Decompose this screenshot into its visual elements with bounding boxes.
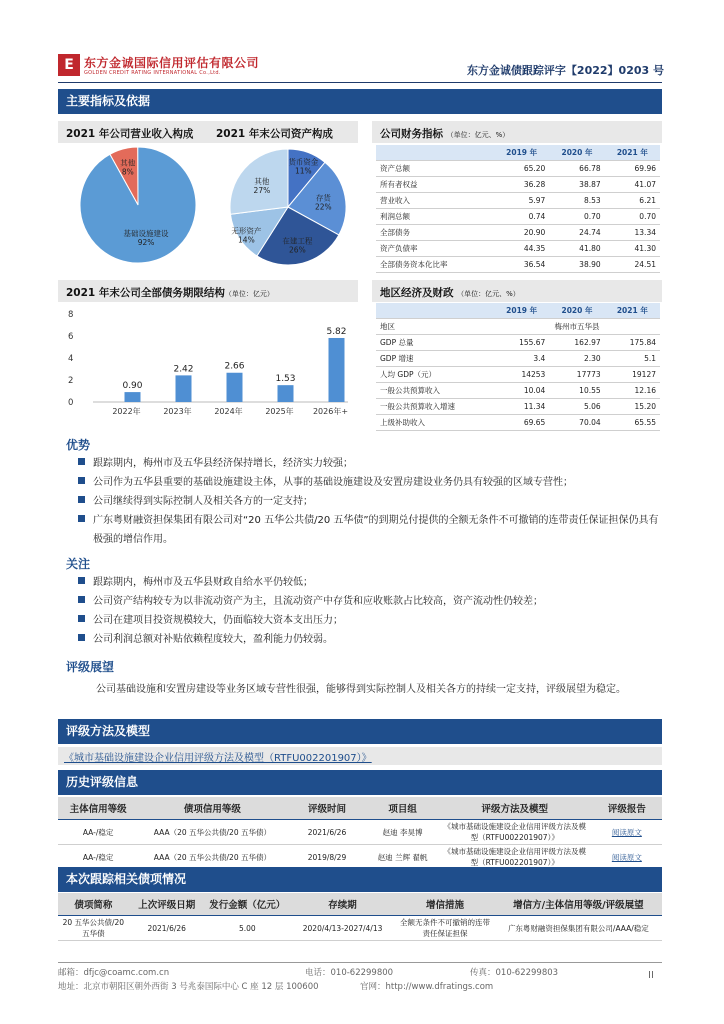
- table-row: [376, 257, 660, 273]
- pie-slice-label: 其他: [254, 176, 270, 186]
- pie-slice-label: 其他: [120, 158, 136, 168]
- section-bar-method: 评级方法及模型: [58, 719, 662, 744]
- revenue-pie: [80, 147, 196, 263]
- column-header: 主体信用等级: [58, 797, 138, 820]
- section-bar-main: 主要指标及依据: [58, 89, 662, 114]
- cell-value: 36.54: [494, 257, 549, 273]
- cell-value: 11.34: [494, 399, 549, 415]
- cell-value: 41.07: [605, 177, 660, 193]
- cell-value: 5.06: [549, 399, 604, 415]
- cell-value: 175.84: [605, 335, 660, 351]
- bullet-marker: [78, 615, 85, 622]
- pie-slice-value: 11%: [294, 166, 312, 176]
- bonds-table: [58, 893, 662, 941]
- pie-slice-value: 26%: [289, 245, 306, 255]
- year-header: 2021 年: [605, 145, 660, 161]
- cell-value: 70.04: [549, 415, 604, 431]
- table-corner: [376, 303, 494, 319]
- cell-value: 38.87: [549, 177, 604, 193]
- cell-value: 2.30: [549, 351, 604, 367]
- outlook-title: 评级展望: [66, 660, 115, 674]
- bullet-item: [78, 592, 662, 611]
- region-table-title-text: 地区经济及财政: [380, 287, 454, 299]
- column-header: 评级报告: [592, 797, 662, 820]
- year-header: 2020 年: [549, 303, 604, 319]
- debt-chart-title-text: 2021 年末公司全部债务期限结构: [66, 287, 225, 299]
- cell-value: 0.70: [605, 209, 660, 225]
- table-row: [376, 225, 660, 241]
- region-table-unit: （单位：亿元、%）: [457, 290, 520, 298]
- bar: [125, 392, 141, 402]
- table-row: [376, 241, 660, 257]
- footer-divider: [58, 962, 662, 963]
- table-row: [376, 177, 660, 193]
- advantages-list: [78, 454, 662, 549]
- concerns-title: 关注: [66, 557, 91, 571]
- cell-value: 3.4: [494, 351, 549, 367]
- cell-value: 5.1: [605, 351, 660, 367]
- cell-value: 10.04: [494, 383, 549, 399]
- year-header: 2019 年: [494, 145, 549, 161]
- pie-slice-label: 存货: [315, 193, 331, 203]
- cell-value: 162.97: [549, 335, 604, 351]
- table-cell: 2019/8/29: [287, 845, 368, 870]
- footer-website[interactable]: 官网：http://www.dfratings.com: [360, 982, 494, 992]
- cell-value: 13.34: [605, 225, 660, 241]
- table-cell: AAA（20 五华公共债/20 五华债）: [138, 820, 286, 845]
- column-header: 评级方法及模型: [438, 797, 592, 820]
- cell-value: 17773: [549, 367, 604, 383]
- year-header: 2020 年: [549, 145, 604, 161]
- table-row: [376, 367, 660, 383]
- row-label: 利润总额: [376, 209, 494, 225]
- column-header: 增信措施: [395, 893, 495, 916]
- row-label: 资产负债率: [376, 241, 494, 257]
- table-cell: AAA（20 五华公共债/20 五华债）: [138, 845, 286, 870]
- company-name-en: GOLDEN CREDIT RATING INTERNATIONAL Co.,Ltd.: [84, 70, 221, 76]
- table-row: [376, 335, 660, 351]
- cell-value: 19127: [605, 367, 660, 383]
- cell-value: 24.74: [549, 225, 604, 241]
- table-cell: 广东粤财融资担保集团有限公司/AAA/稳定: [495, 916, 662, 941]
- section-bar-bonds: 本次跟踪相关债项情况: [58, 867, 662, 892]
- cell-value: 65.20: [494, 161, 549, 177]
- outlook-text: 公司基础设施和安置房建设等业务区域专营性很强，能够得到实际控制人及相关各方的持续一定支持，评级展望为稳定。: [96, 684, 626, 695]
- table-row: [58, 820, 662, 845]
- table-cell: [592, 845, 662, 870]
- cell-value: 0.74: [494, 209, 549, 225]
- table-row: [58, 845, 662, 870]
- row-label: 全部债务资本化比率: [376, 257, 494, 273]
- column-header: 项目组: [367, 797, 437, 820]
- table-row: [376, 209, 660, 225]
- cell-value: 36.28: [494, 177, 549, 193]
- fin-table-title-text: 公司财务指标: [380, 128, 443, 140]
- bar: [227, 373, 243, 402]
- bullet-marker: [78, 496, 85, 503]
- column-header: 上次评级日期: [129, 893, 205, 916]
- year-header: 2019 年: [494, 303, 549, 319]
- bullet-marker: [78, 577, 85, 584]
- bullet-item: [78, 611, 662, 630]
- bullet-item: [78, 454, 662, 473]
- cell-value: 44.35: [494, 241, 549, 257]
- table-row: [58, 916, 662, 941]
- bullet-item: [78, 573, 662, 592]
- bar: [176, 375, 192, 402]
- region-value: 梅州市五华县: [494, 319, 660, 335]
- bullet-text: 跟踪期内，梅州市及五华县财政自给水平仍较低；: [93, 577, 313, 588]
- read-original-link[interactable]: 阅读原文: [611, 827, 642, 837]
- concerns-list: [78, 573, 662, 649]
- column-header: 存续期: [290, 893, 395, 916]
- table-cell: 《城市基础设施建设企业信用评级方法及模型（RTFU002201907）》: [438, 845, 592, 870]
- y-tick-label: 6: [68, 332, 74, 342]
- bullet-marker: [78, 515, 85, 522]
- table-cell: 5.00: [205, 916, 290, 941]
- bullet-text: 公司资产结构较专为以非流动资产为主，且流动资产中存货和应收账款占比较高，资产流动性仍较差；: [93, 596, 543, 607]
- bullet-text: 公司继续得到实际控制人及相关各方的一定支持；: [93, 496, 313, 507]
- table-cell: 赵迪 李昊博: [367, 820, 437, 845]
- region-table-title: [380, 285, 520, 300]
- revenue-chart-title: 2021 年公司营业收入构成: [66, 128, 194, 140]
- footer-address: 地址：北京市朝阳区朝外西街 3 号兆泰国际中心 C 座 12 层 100600: [58, 982, 319, 992]
- pie-slice-value: 92%: [137, 237, 155, 247]
- row-label: 全部债务: [376, 225, 494, 241]
- row-label: 资产总额: [376, 161, 494, 177]
- table-row: [376, 415, 660, 431]
- bullet-item: [78, 630, 662, 649]
- row-label: 一般公共预算收入增速: [376, 399, 494, 415]
- row-label: 营业收入: [376, 193, 494, 209]
- region-table: [376, 303, 660, 431]
- footer-phone: 电话：010-62299800: [305, 968, 394, 978]
- bullet-marker: [78, 596, 85, 603]
- bullet-marker: [78, 477, 85, 484]
- year-header: 2021 年: [605, 303, 660, 319]
- table-cell: 2021/6/26: [129, 916, 205, 941]
- bullet-marker: [78, 458, 85, 465]
- read-original-link[interactable]: 阅读原文: [611, 852, 642, 862]
- cell-value: 65.55: [605, 415, 660, 431]
- history-table: [58, 797, 662, 870]
- table-row: [376, 383, 660, 399]
- bullet-marker: [78, 634, 85, 641]
- table-cell: 赵迪 兰辉 翟帆: [367, 845, 437, 870]
- cell-value: 24.51: [605, 257, 660, 273]
- cell-value: 66.78: [549, 161, 604, 177]
- cell-value: 41.30: [605, 241, 660, 257]
- pie-slice-label: 无形资产: [231, 226, 262, 236]
- row-label: GDP 增速: [376, 351, 494, 367]
- region-label: 地区: [376, 319, 494, 335]
- cell-value: 10.55: [549, 383, 604, 399]
- column-header: 债项简称: [58, 893, 129, 916]
- row-label: 所有者权益: [376, 177, 494, 193]
- bullet-text: 公司利润总额对补贴依赖程度较大，盈利能力仍较弱。: [93, 634, 333, 645]
- bullet-text: 公司在建项目投资规模较大，仍面临较大资本支出压力；: [93, 615, 343, 626]
- row-label: 一般公共预算收入: [376, 383, 494, 399]
- column-header: 发行金额（亿元）: [205, 893, 290, 916]
- cell-value: 38.90: [549, 257, 604, 273]
- cell-value: 15.20: [605, 399, 660, 415]
- bullet-text: 公司作为五华县重要的基础设施建设主体，从事的基础设施建设及安置房建设业务仍具有较强的区域专营性；: [93, 477, 573, 488]
- x-tick-label: 2025年: [265, 407, 294, 416]
- y-tick-label: 2: [68, 376, 74, 386]
- cell-value: 69.96: [605, 161, 660, 177]
- row-label: 人均 GDP（元）: [376, 367, 494, 383]
- bar: [329, 338, 345, 402]
- column-header: 增信方/主体信用等级/评级展望: [495, 893, 662, 916]
- bullet-item: [78, 473, 662, 492]
- pie-slice-value: 14%: [238, 235, 255, 245]
- pie-slice-label: 在建工程: [282, 236, 313, 246]
- table-row: [376, 161, 660, 177]
- pie-charts: [58, 145, 358, 270]
- fin-table-title: [380, 126, 509, 141]
- x-tick-label: 2023年: [163, 407, 192, 416]
- cell-value: 155.67: [494, 335, 549, 351]
- company-logo: E: [58, 54, 80, 76]
- x-tick-label: 2022年: [112, 407, 141, 416]
- pie-slice-label: 基础设施建设: [123, 228, 169, 238]
- bar-value-label: 0.90: [122, 381, 143, 392]
- table-corner: [376, 145, 494, 161]
- cell-value: 41.80: [549, 241, 604, 257]
- column-header: 债项信用等级: [138, 797, 286, 820]
- x-tick-label: 2024年: [214, 407, 243, 416]
- bullet-text: 跟踪期内，梅州市及五华县经济保持增长，经济实力较强；: [93, 458, 353, 469]
- bar-value-label: 2.66: [224, 361, 245, 372]
- page-number: II: [648, 970, 654, 981]
- footer-fax: 传真：010-62299803: [470, 968, 559, 978]
- cell-value: 5.97: [494, 193, 549, 209]
- assets-chart-title: 2021 年末公司资产构成: [216, 128, 333, 140]
- fin-table-unit: （单位：亿元、%）: [446, 131, 510, 139]
- table-cell: AA-/稳定: [58, 845, 138, 870]
- table-row: [376, 193, 660, 209]
- bar-value-label: 5.82: [326, 326, 347, 337]
- y-tick-label: 0: [68, 398, 74, 408]
- table-row: [376, 399, 660, 415]
- cell-value: 20.90: [494, 225, 549, 241]
- pie-slice-value: 8%: [121, 167, 134, 177]
- debt-chart-title: [66, 285, 274, 300]
- bullet-text: 广东粤财融资担保集团有限公司对“20 五华公共债/20 五华债”的到期兑付提供的全额无条件不可撤销的连带责任保证担保仍具有极强的增信作用。: [93, 515, 659, 545]
- table-cell: 2020/4/13-2027/4/13: [290, 916, 395, 941]
- bar-value-label: 2.42: [173, 364, 194, 375]
- table-cell: 20 五华公共债/20 五华债: [58, 916, 129, 941]
- debt-chart-unit: （单位：亿元）: [224, 290, 274, 298]
- table-row: [376, 351, 660, 367]
- row-label: 上级补助收入: [376, 415, 494, 431]
- company-name: 东方金诚国际信用评估有限公司: [84, 56, 260, 70]
- cell-value: 69.65: [494, 415, 549, 431]
- bullet-item: [78, 511, 662, 549]
- bar-value-label: 1.53: [275, 374, 296, 385]
- x-tick-label: 2026年+: [312, 407, 349, 416]
- y-tick-label: 8: [68, 310, 74, 320]
- section-bar-history: 历史评级信息: [58, 770, 662, 795]
- pie-slice-value: 22%: [314, 202, 332, 212]
- bar: [278, 385, 294, 402]
- row-label: GDP 总量: [376, 335, 494, 351]
- table-cell: 《城市基础设施建设企业信用评级方法及模型（RTFU002201907）》: [438, 820, 592, 845]
- cell-value: 6.21: [605, 193, 660, 209]
- table-cell: AA-/稳定: [58, 820, 138, 845]
- fin-table: [376, 145, 660, 273]
- table-cell: [592, 820, 662, 845]
- y-tick-label: 4: [68, 354, 74, 364]
- cell-value: 8.53: [549, 193, 604, 209]
- cell-value: 0.70: [549, 209, 604, 225]
- header-divider: [58, 82, 662, 83]
- cell-value: 12.16: [605, 383, 660, 399]
- footer-email: 邮箱：dfjc@coamc.com.cn: [58, 968, 170, 978]
- bullet-item: [78, 492, 662, 511]
- table-cell: 全额无条件不可撤销的连带责任保证担保: [395, 916, 495, 941]
- method-link[interactable]: 《城市基础设施建设企业信用评级方法及模型（RTFU002201907）》: [64, 753, 372, 764]
- advantages-title: 优势: [66, 438, 91, 452]
- debt-bar-chart: [58, 304, 358, 422]
- assets-pie: [230, 149, 346, 265]
- pie-slice-value: 27%: [253, 185, 271, 195]
- cell-value: 14253: [494, 367, 549, 383]
- pie-slice-label: 货币资金: [288, 157, 319, 167]
- report-number: 东方金诚债跟踪评字【2022】0203 号: [466, 64, 664, 77]
- table-cell: 2021/6/26: [287, 820, 368, 845]
- column-header: 评级时间: [287, 797, 368, 820]
